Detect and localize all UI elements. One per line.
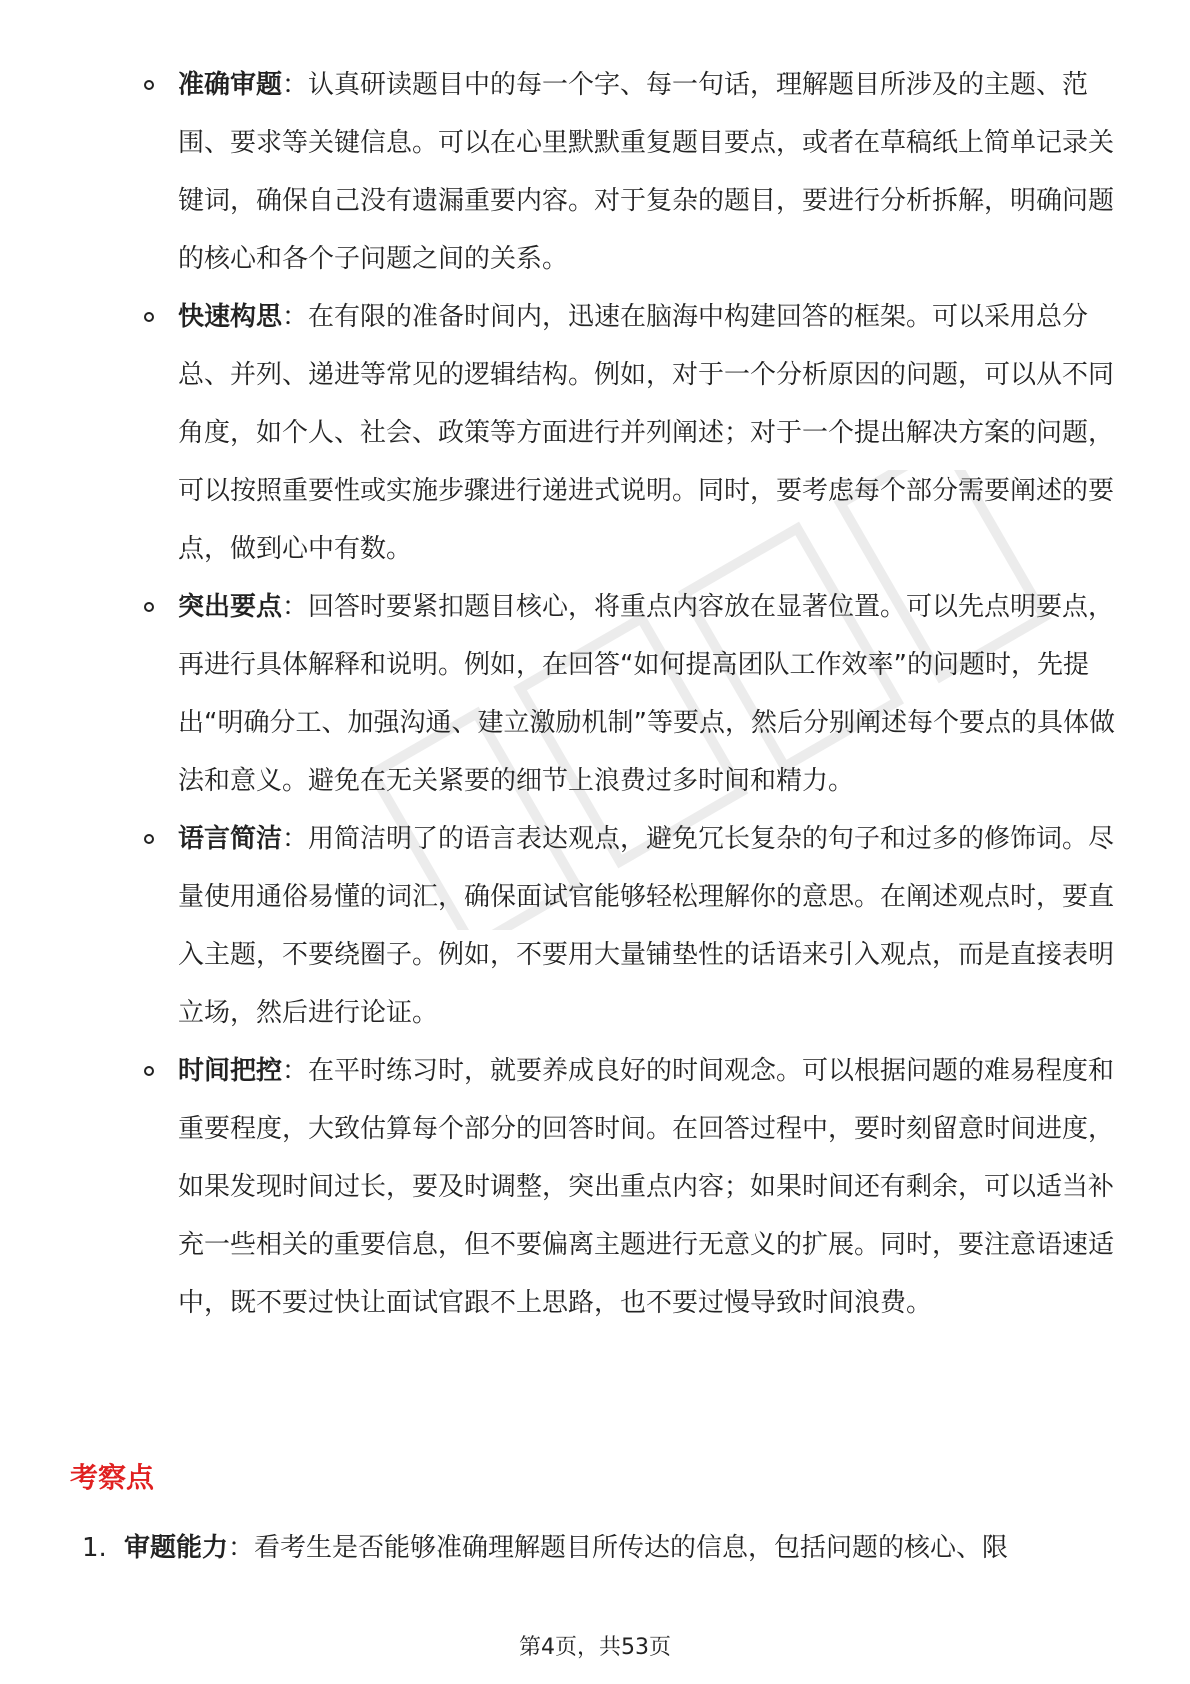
bullet-item-accurate-reading: [140, 56, 1125, 288]
numbered-term: 审题能力: [124, 1533, 229, 1563]
numbered-list-item: [82, 1520, 1132, 1576]
section-heading: 考察点: [70, 1461, 155, 1494]
bullet-term: 快速构思: [178, 302, 283, 332]
bullet-item-concise-language: [140, 810, 1125, 1042]
hollow-circle-bullet-icon: [144, 80, 154, 90]
bullet-item-highlight-points: [140, 578, 1125, 810]
numbered-text: ：看考生是否能够准确理解题目所传达的信息，包括问题的核心、限: [228, 1533, 1009, 1563]
list-number: 1.: [82, 1533, 107, 1563]
bullet-text: ：在有限的准备时间内，迅速在脑海中构建回答的框架。可以采用总分总、并列、递进等常见的逻辑结构。例如，对于一个分析原因的问题，可以从不同角度，如个人、社会、政策等方面进行并列阐述；对于一个提出解决方案的问题，可以按照重要性或实施步骤进行递进式说明。同时，要考虑每个部分需要阐述的要点，做到心中有数。: [178, 302, 1115, 564]
bullet-text: ：认真研读题目中的每一个字、每一句话，理解题目所涉及的主题、范围、要求等关键信息。可以在心里默默重复题目要点，或者在草稿纸上简单记录关键词，确保自己没有遗漏重要内容。对于复杂的题目，要进行分析拆解，明确问题的核心和各个子问题之间的关系。: [178, 70, 1115, 274]
hollow-circle-bullet-icon: [144, 834, 154, 844]
hollow-circle-bullet-icon: [144, 602, 154, 612]
bullet-text: ：回答时要紧扣题目核心，将重点内容放在显著位置。可以先点明要点，再进行具体解释和说明。例如，在回答“如何提高团队工作效率”的问题时，先提出“明确分工、加强沟通、建立激励机制”等要点，然后分别阐述每个要点的具体做法和意义。避免在无关紧要的细节上浪费过多时间和精力。: [178, 592, 1115, 796]
bullet-term: 突出要点: [178, 592, 283, 622]
bullet-term: 语言简洁: [178, 824, 283, 854]
hollow-circle-bullet-icon: [144, 1066, 154, 1076]
bullet-term: 准确审题: [178, 70, 283, 100]
bullet-text: ：用简洁明了的语言表达观点，避免冗长复杂的句子和过多的修饰词。尽量使用通俗易懂的词汇，确保面试官能够轻松理解你的意思。在阐述观点时，要直入主题，不要绕圈子。例如，不要用大量铺垫性的话语来引入观点，而是直接表明立场，然后进行论证。: [178, 824, 1115, 1028]
page-number-footer: 第4页，共53页: [519, 1635, 671, 1660]
tips-bullet-list: [140, 56, 1125, 1332]
hollow-circle-bullet-icon: [144, 312, 154, 322]
bullet-item-time-control: [140, 1042, 1125, 1332]
bullet-item-quick-planning: [140, 288, 1125, 578]
bullet-term: 时间把控: [178, 1056, 283, 1086]
bullet-text: ：在平时练习时，就要养成良好的时间观念。可以根据问题的难易程度和重要程度，大致估算每个部分的回答时间。在回答过程中，要时刻留意时间进度，如果发现时间过长，要及时调整，突出重点内容；如果时间还有剩余，可以适当补充一些相关的重要信息，但不要偏离主题进行无意义的扩展。同时，要注意语速适中，既不要过快让面试官跟不上思路，也不要过慢导致时间浪费。: [178, 1056, 1115, 1318]
